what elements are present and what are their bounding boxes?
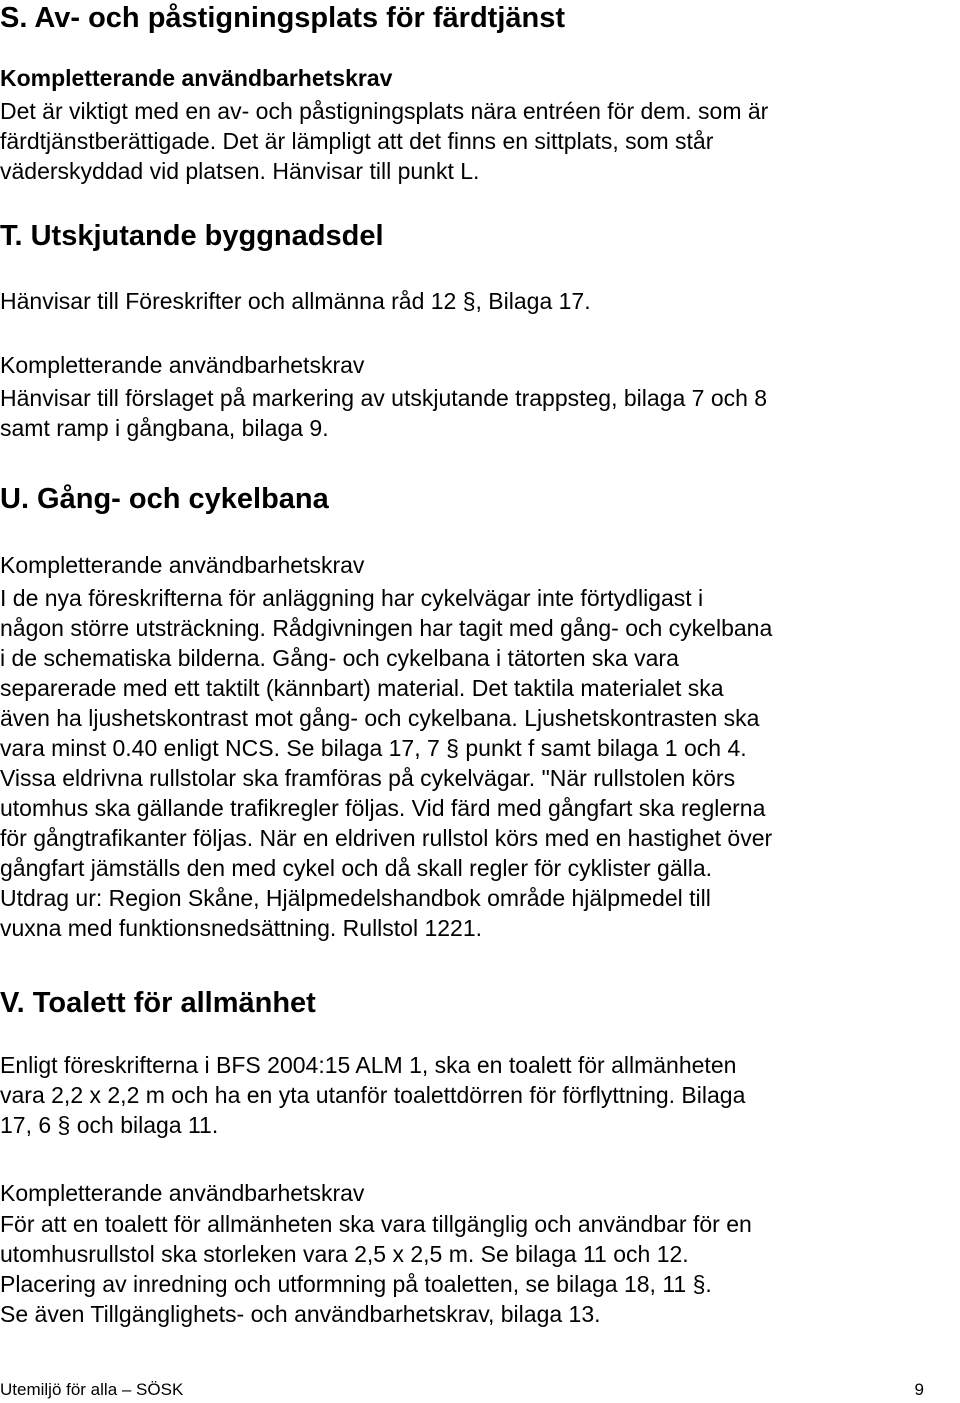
text-line: väderskyddad vid platsen. Hänvisar till punkt L. (0, 158, 480, 184)
section-s-heading: S. Av- och påstigningsplats för färdtjänst (0, 2, 566, 34)
text-line: gångfart jämställs den med cykel och då skall regler för cyklister gälla. (0, 855, 713, 881)
text-line: Hänvisar till förslaget på markering av utskjutande trappsteg, bilaga 7 och 8 (0, 385, 768, 411)
text-line: i de schematiska bilderna. Gång- och cykelbana i tätorten ska vara (0, 645, 679, 671)
text-line: Placering av inredning och utformning på toaletten, se bilaga 18, 11 §. (0, 1271, 712, 1297)
section-v-heading: V. Toalett för allmänhet (0, 987, 316, 1019)
text-line: Det är viktigt med en av- och påstigningsplats nära entréen för dem. som är (0, 98, 769, 124)
text-line: 17, 6 § och bilaga 11. (0, 1112, 219, 1138)
text-line: vara minst 0.40 enligt NCS. Se bilaga 17, 7 § punkt f samt bilaga 1 och 4. (0, 735, 747, 761)
section-u-body (0, 583, 960, 943)
text-line: För att en toalett för allmänheten ska vara tillgänglig och användbar för en (0, 1211, 752, 1237)
section-t-heading: T. Utskjutande byggnadsdel (0, 220, 384, 252)
page-number: 9 (914, 1380, 924, 1399)
text-line: någon större utsträckning. Rådgivningen har tagit med gång- och cykelbana (0, 615, 773, 641)
section-s-subheading: Kompletterande användbarhetskrav (0, 65, 393, 91)
footer-left-text: Utemiljö för alla – SÖSK (0, 1380, 184, 1399)
text-line: vuxna med funktionsnedsättning. Rullstol 1221. (0, 915, 483, 941)
text-line: Utdrag ur: Region Skåne, Hjälpmedelshandbok område hjälpmedel till (0, 885, 711, 911)
text-line: I de nya föreskrifterna för anläggning har cykelvägar inte förtydligast i (0, 585, 704, 611)
text-line: utomhusrullstol ska storleken vara 2,5 x 2,5 m. Se bilaga 11 och 12. (0, 1241, 689, 1267)
text-line: utomhus ska gällande trafikregler följas. Vid färd med gångfart ska reglerna (0, 795, 766, 821)
text-line: Se även Tillgänglighets- och användbarhetskrav, bilaga 13. (0, 1301, 601, 1327)
text-line: färdtjänstberättigade. Det är lämpligt att det finns en sittplats, som står (0, 128, 714, 154)
section-v-intro (0, 1050, 960, 1140)
section-t-reference: Hänvisar till Föreskrifter och allmänna råd 12 §, Bilaga 17. (0, 288, 591, 314)
section-t-body (0, 383, 960, 443)
section-s-body (0, 96, 960, 186)
text-line: separerade med ett taktilt (kännbart) material. Det taktila materialet ska (0, 675, 724, 701)
text-line: Enligt föreskrifterna i BFS 2004:15 ALM 1, ska en toalett för allmänheten (0, 1052, 737, 1078)
text-line: även ha ljushetskontrast mot gång- och cykelbana. Ljushetskontrasten ska (0, 705, 760, 731)
text-line: Vissa eldrivna rullstolar ska framföras på cykelvägar. "När rullstolen körs (0, 765, 736, 791)
text-line: samt ramp i gångbana, bilaga 9. (0, 415, 329, 441)
section-v-body (0, 1209, 960, 1329)
section-v-subheading: Kompletterande användbarhetskrav (0, 1180, 365, 1206)
section-u-subheading: Kompletterande användbarhetskrav (0, 552, 365, 578)
text-line: vara 2,2 x 2,2 m och ha en yta utanför toalettdörren för förflyttning. Bilaga (0, 1082, 746, 1108)
section-t-subheading: Kompletterande användbarhetskrav (0, 352, 365, 378)
text-line: för gångtrafikanter följas. När en eldriven rullstol körs med en hastighet över (0, 825, 773, 851)
section-u-heading: U. Gång- och cykelbana (0, 483, 329, 515)
